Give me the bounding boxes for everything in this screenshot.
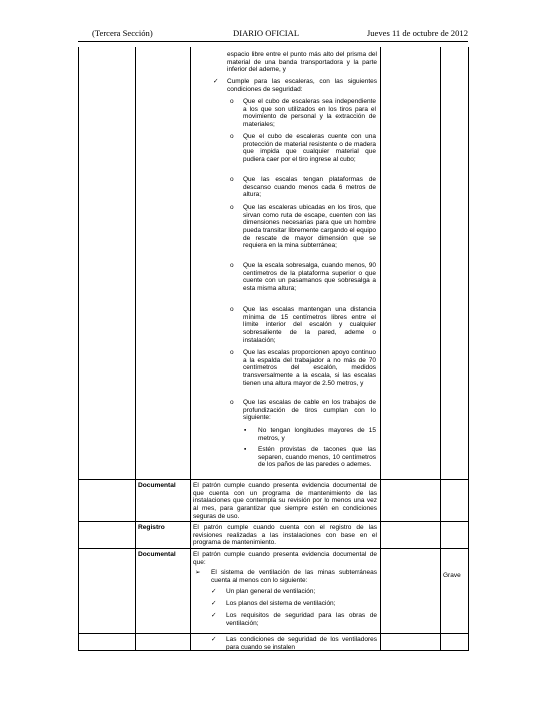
check-icon: ✓ <box>213 78 219 85</box>
check-icon: ✓ <box>211 588 217 595</box>
check-icon: ✓ <box>211 636 217 643</box>
column-divider <box>440 47 441 651</box>
list-item: No tengan longitudes mayores de 15 metros, y <box>258 427 376 442</box>
column-divider <box>380 47 381 651</box>
column-divider <box>135 47 136 651</box>
row-divider <box>78 633 469 634</box>
severity-label: Grave <box>443 572 461 579</box>
circle-bullet-icon: o <box>230 98 234 105</box>
list-item: Que la escala sobresalga, cuando menos, 90 centímetros de la plataforma superior o que cuente con un pasamanos que sobresalga a esta misma altura; <box>243 262 376 292</box>
column-divider <box>190 47 191 651</box>
header-date: Jueves 11 de octubre de 2012 <box>366 28 468 38</box>
header-section: (Tercera Sección) <box>92 28 153 38</box>
header-publication: DIARIO OFICIAL <box>233 28 300 38</box>
circle-bullet-icon: o <box>230 306 234 313</box>
list-item: Los requisitos de seguridad para las obras de ventilación; <box>226 612 377 627</box>
circle-bullet-icon: o <box>230 204 234 211</box>
header-rule <box>78 41 468 42</box>
page-header <box>78 28 468 40</box>
check-icon: ✓ <box>211 612 217 619</box>
list-item: Que el cubo de escaleras sea independiente a los que son utilizados en los tiros para el movimiento de personal y la extracción de materiales; <box>243 98 376 128</box>
list-item: Que las escaleras ubicadas en los tiros, que sirvan como ruta de escape, cuenten con las dimensiones necesarias para que un hombre pueda transitar libremente cargando el equipo de rescate de mayor dimensión que se requiera en la mina subterránea; <box>243 204 376 250</box>
circle-bullet-icon: o <box>230 349 234 356</box>
continued-text: espacio libre entre el punto más alto del prisma del material de una banda transportadora y la parte inferior del ademe, y <box>227 51 377 74</box>
row-divider <box>78 479 469 480</box>
evidence-type-label: Documental <box>138 551 176 558</box>
list-item: Que las escalas de cable en los trabajos de profundización de tiros cumplan con lo siguiente: <box>243 399 376 422</box>
evidence-type-label: Documental <box>138 482 176 489</box>
criteria-text: El patrón cumple cuando cuenta con el registro de las revisiones realizadas a las instalaciones con base en el programa de mantenimiento. <box>193 524 377 547</box>
list-item: Que las escalas tengan plataformas de descanso cuando menos cada 6 metros de altura; <box>243 176 376 199</box>
list-item: Los planos del sistema de ventilación; <box>226 600 336 607</box>
list-item: Estén provistas de tacones que las separen, cuando menos, 10 centímetros de los paños de las paredes o ademes. <box>258 446 376 469</box>
ventilation-item: El sistema de ventilación de las minas subterráneas cuenta al menos con lo siguiente: <box>211 569 377 584</box>
criteria-text: El patrón cumple cuando presenta evidencia documental de que cuenta con un programa de mantenimiento de las instalaciones que contempla su revisión por lo menos una vez al mes, para garantizar que siempre estén en condiciones seguras de uso. <box>193 482 377 520</box>
row-divider <box>78 521 469 522</box>
list-item: Un plan general de ventilación; <box>226 588 316 595</box>
list-item: Que el cubo de escaleras cuente con una protección de material resistente o de madera que impida que cualquier material que pudiera caer por el tiro ingrese al cubo; <box>243 133 376 163</box>
check-icon: ✓ <box>211 600 217 607</box>
stairs-check-item: Cumple para las escaleras, con las siguientes condiciones de seguridad: <box>227 78 377 93</box>
table-border-left <box>78 47 79 651</box>
circle-bullet-icon: o <box>230 399 234 406</box>
square-bullet-icon: ▪ <box>244 427 247 434</box>
circle-bullet-icon: o <box>230 262 234 269</box>
list-item: Que las escalas mantengan una distancia mínima de 15 centímetros libres entre el límite interior del escalón y cualquier sobresaliente de la pared, ademe o instalación; <box>243 306 376 344</box>
criteria-text: El patrón cumple cuando presenta evidencia documental de que: <box>193 551 377 566</box>
compliance-table <box>78 47 469 651</box>
circle-bullet-icon: o <box>230 133 234 140</box>
list-item: Las condiciones de seguridad de los ventiladores para cuando se instalen <box>226 636 377 651</box>
square-bullet-icon: ▪ <box>244 446 247 453</box>
row-divider <box>78 548 469 549</box>
table-border-right <box>468 47 469 651</box>
circle-bullet-icon: o <box>230 176 234 183</box>
arrow-bullet-icon: ➢ <box>195 569 201 576</box>
evidence-type-label: Registro <box>138 524 165 531</box>
list-item: Que las escalas proporcionen apoyo continuo a la espalda del trabajador a no más de 70 centímetros del escalón, medidos transversalmente a la escala, si las escalas tienen una altura mayor de 2.50 metros, y <box>243 349 376 387</box>
